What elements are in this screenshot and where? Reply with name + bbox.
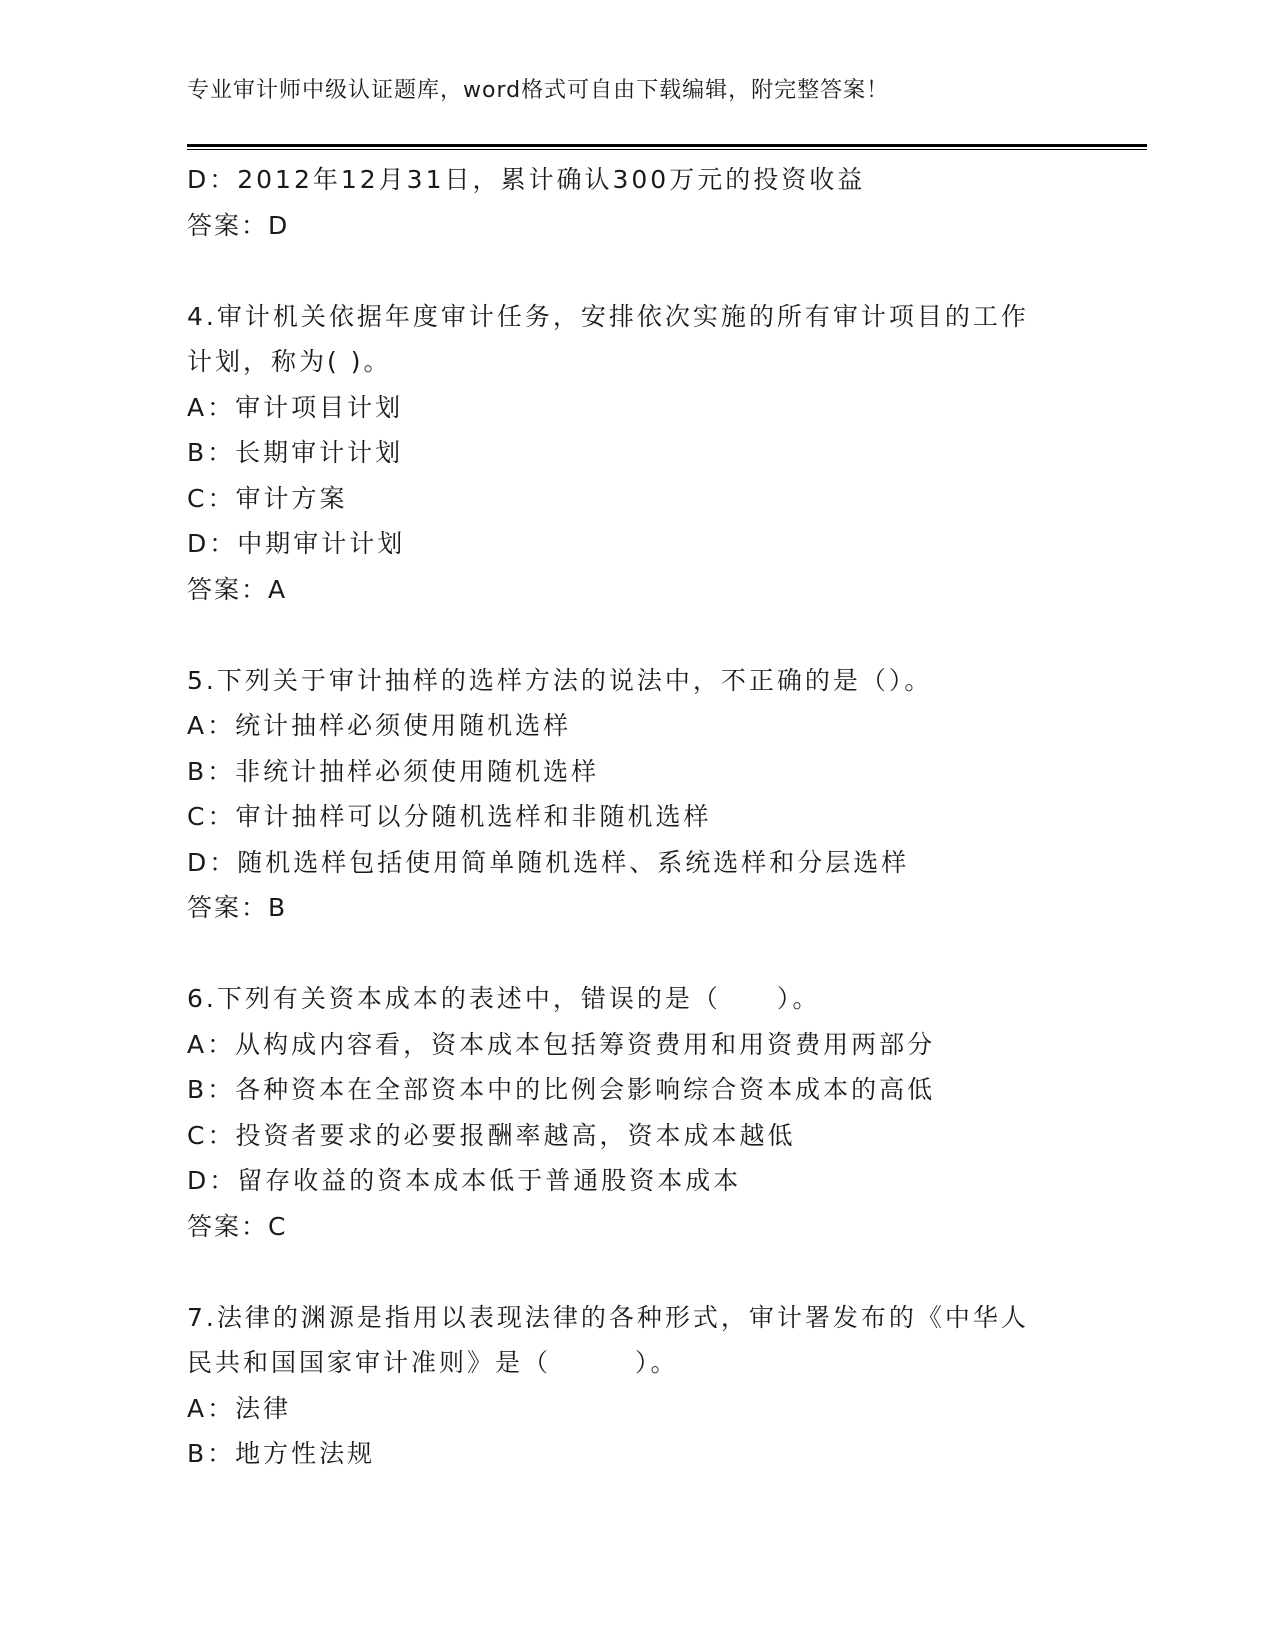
question-stem: 4.审计机关依据年度审计任务，安排依次实施的所有审计项目的工作 <box>187 301 1029 331</box>
option-b: B：长期审计计划 <box>187 438 404 467</box>
option-a: A：法律 <box>187 1393 292 1423</box>
prev-answer: 答案：D <box>187 210 290 240</box>
answer: 答案：C <box>187 1211 288 1241</box>
question-stem: 计划，称为( )。 <box>187 347 392 376</box>
question-stem: 民共和国国家审计准则》是（ ）。 <box>187 1348 679 1377</box>
option-b: B：各种资本在全部资本中的比例会影响综合资本成本的高低 <box>187 1075 936 1104</box>
option-a: A：从构成内容看，资本成本包括筹资费用和用资费用两部分 <box>187 1029 936 1059</box>
header-rule-thin <box>187 149 1147 150</box>
question-stem: 7.法律的渊源是指用以表现法律的各种形式，审计署发布的《中华人 <box>187 1302 1029 1332</box>
answer: 答案：B <box>187 893 288 922</box>
question-5 <box>187 658 1067 931</box>
option-a: A：审计项目计划 <box>187 392 404 422</box>
header-rule-thick <box>187 144 1147 147</box>
answer: 答案：A <box>187 574 288 604</box>
option-c: C：审计抽样可以分随机选样和非随机选样 <box>187 802 712 831</box>
question-stem: 6.下列有关资本成本的表述中，错误的是（ ）。 <box>187 984 821 1013</box>
prev-option-d: D：2012年12月31日，累计确认300万元的投资收益 <box>187 165 866 194</box>
option-a: A：统计抽样必须使用随机选样 <box>187 711 572 740</box>
option-b: B：非统计抽样必须使用随机选样 <box>187 756 600 786</box>
page-header: 专业审计师中级认证题库，word格式可自由下载编辑，附完整答案！ <box>187 78 890 103</box>
spacer <box>187 931 1067 977</box>
spacer <box>187 248 1067 294</box>
spacer <box>187 1249 1067 1295</box>
spacer <box>187 612 1067 658</box>
question-7 <box>187 1295 1067 1477</box>
option-c: C：审计方案 <box>187 483 348 513</box>
question-6 <box>187 976 1067 1249</box>
question-4 <box>187 294 1067 613</box>
question-stem: 5.下列关于审计抽样的选样方法的说法中，不正确的是（）。 <box>187 665 933 695</box>
option-d: D：中期审计计划 <box>187 529 406 558</box>
option-b: B：地方性法规 <box>187 1439 376 1468</box>
option-d: D：留存收益的资本成本低于普通股资本成本 <box>187 1166 742 1195</box>
document-content <box>187 157 1067 1477</box>
option-c: C：投资者要求的必要报酬率越高，资本成本越低 <box>187 1120 796 1150</box>
option-d: D：随机选样包括使用简单随机选样、系统选样和分层选样 <box>187 847 910 877</box>
